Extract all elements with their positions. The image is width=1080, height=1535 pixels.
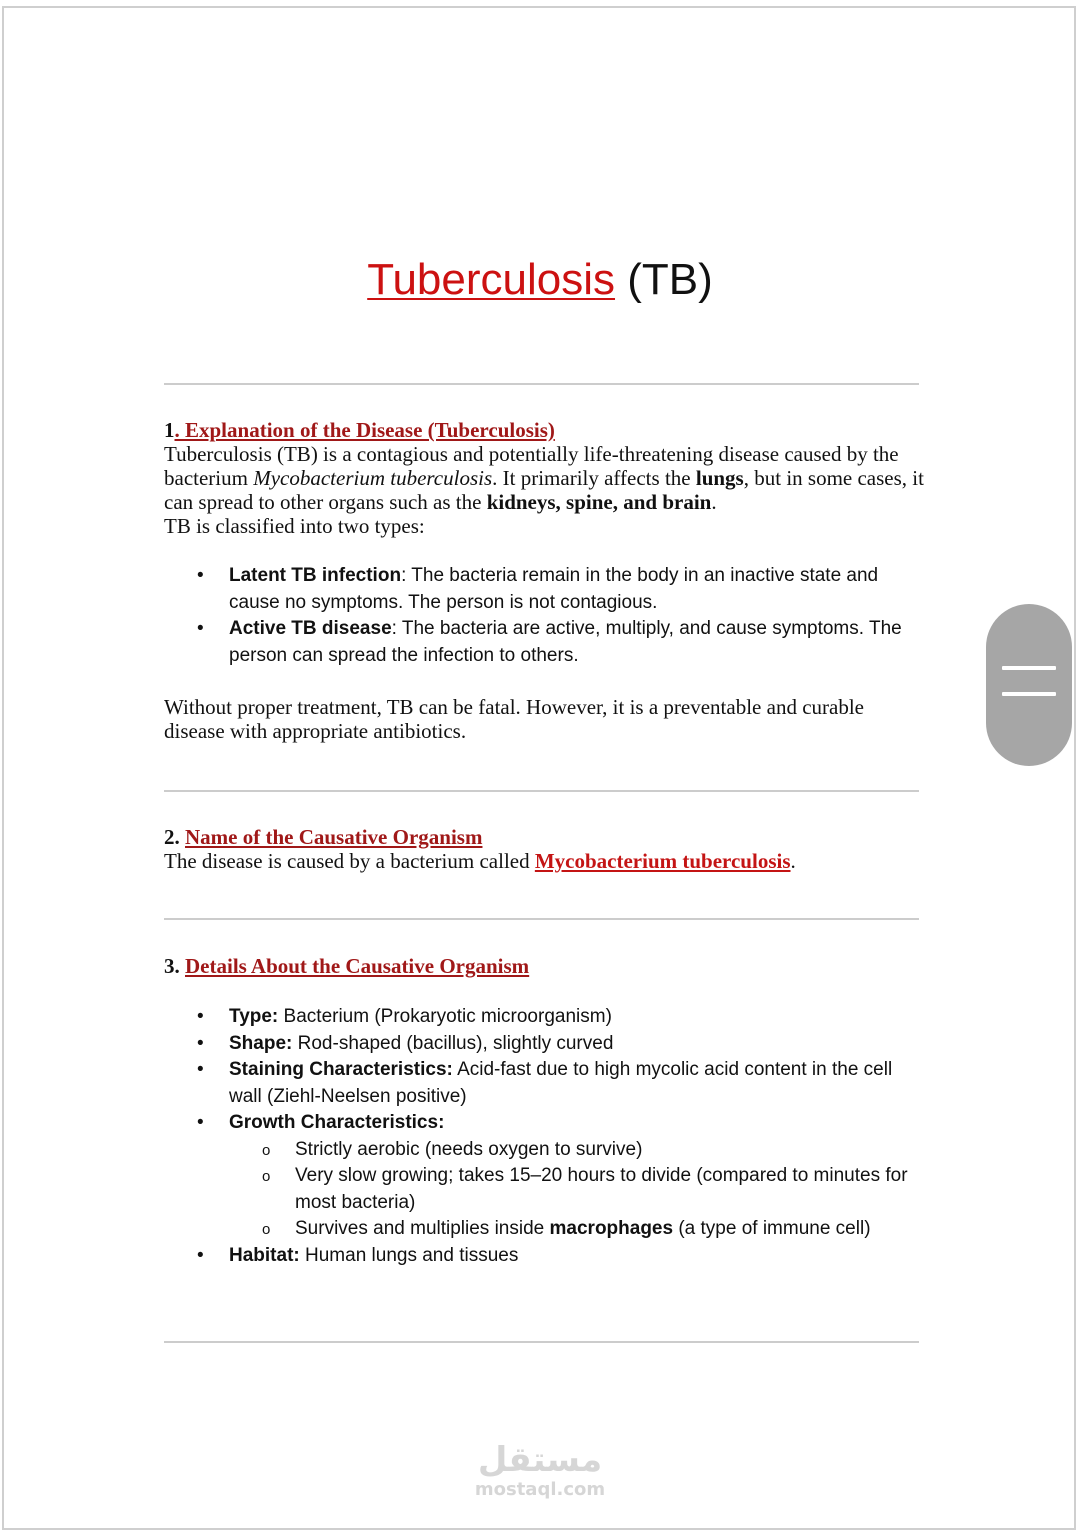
growth-3-text-a: Survives and multiplies inside — [295, 1218, 550, 1239]
staining-label: Staining Characteristics: — [229, 1059, 453, 1080]
section-3-heading-link[interactable]: Details About the Causative Organism — [185, 954, 530, 978]
section-2-heading — [164, 825, 924, 849]
section-1-heading — [164, 418, 924, 442]
organism-details-list — [164, 1004, 924, 1269]
p1-text-a: Tuberculosis (TB) is a contagious and potentially life-threatening disease caused by the bacterium — [164, 442, 899, 490]
watermark-arabic: مستقل — [477, 1440, 603, 1480]
scroll-handle-bar-icon — [1002, 692, 1056, 696]
latent-tb-text: : The bacteria remain in the body in an inactive state and cause no symptoms. The person is not contagious. — [229, 565, 879, 613]
list-item — [164, 616, 924, 669]
p1-text-c: , but in some cases, it can spread to other organs such as the — [164, 466, 924, 514]
title-main: Tuberculosis — [367, 255, 616, 304]
habitat-text: Human lungs and tissues — [299, 1244, 519, 1266]
latent-tb-label: Latent TB infection — [229, 565, 402, 586]
shape-label: Shape: — [229, 1032, 293, 1054]
p1-bold-lungs: lungs — [695, 466, 744, 490]
active-tb-text: : The bacteria are active, multiply, and cause symptoms. The person can spread the infection to others. — [229, 618, 902, 666]
divider-4 — [164, 1341, 919, 1343]
document-title — [0, 252, 1080, 308]
habitat-label: Habitat: — [229, 1244, 300, 1266]
p1-italic-organism: Mycobacterium tuberculosis — [253, 466, 493, 490]
section-3-heading — [164, 954, 924, 978]
section-1-paragraph-2: TB is classified into two types: — [164, 514, 425, 538]
growth-3-text-b: (a type of immune cell) — [673, 1218, 871, 1239]
p1-bold-organs: kidneys, spine, and brain — [486, 490, 712, 514]
growth-sublist — [229, 1137, 924, 1243]
section-2-number: 2. — [164, 825, 185, 849]
sub-list-item: o Very slow growing; takes 15–20 hours to divide (compared to minutes for most bacteria) — [229, 1163, 924, 1216]
list-item — [164, 1110, 924, 1243]
tb-types-list — [164, 563, 924, 669]
page-frame — [2, 6, 1076, 1530]
p1-text-d: . — [711, 490, 717, 514]
active-tb-label: Active TB disease — [229, 618, 392, 639]
list-item — [164, 1031, 924, 1058]
list-item — [164, 1243, 924, 1270]
section-1-number: 1 — [164, 418, 175, 442]
organism-link[interactable]: Mycobacterium tuberculosis — [534, 849, 791, 873]
sub-list-item — [229, 1216, 924, 1243]
watermark-latin: mostaql.com — [474, 1479, 606, 1500]
list-item — [164, 563, 924, 616]
section-1-heading-link[interactable]: . Explanation of the Disease (Tuberculosis) — [174, 418, 555, 442]
type-text: Bacterium (Prokaryotic microorganism) — [278, 1006, 612, 1027]
divider-1 — [164, 383, 919, 385]
section-2 — [164, 825, 924, 873]
scroll-handle[interactable] — [986, 604, 1072, 766]
section-2-end: . — [790, 849, 796, 873]
title-suffix: (TB) — [615, 255, 713, 304]
type-label: Type: — [229, 1006, 279, 1027]
list-item — [164, 1057, 924, 1110]
section-2-heading-link[interactable]: Name of the Causative Organism — [185, 825, 483, 849]
scroll-handle-bar-icon — [1002, 666, 1056, 670]
macrophages-bold: macrophages — [549, 1218, 674, 1239]
staining-text: Acid-fast due to high mycolic acid content in the cell wall (Ziehl-Neelsen positive) — [229, 1059, 893, 1107]
section-1 — [164, 418, 924, 538]
divider-2 — [164, 790, 919, 792]
section-1-paragraph-3: Without proper treatment, TB can be fatal. However, it is a preventable and curable disease with appropriate antibiotics. — [164, 695, 864, 743]
sub-list-item: o Strictly aerobic (needs oxygen to survive) — [229, 1137, 924, 1164]
section-1-paragraph-1 — [164, 442, 924, 514]
section-2-sentence: The disease is caused by a bacterium called — [164, 849, 535, 873]
divider-3 — [164, 918, 919, 920]
list-item — [164, 1004, 924, 1031]
section-2-text — [164, 849, 924, 873]
watermark-logo — [440, 1440, 640, 1500]
section-3-number: 3. — [164, 954, 185, 978]
section-3 — [164, 954, 924, 978]
p1-text-b: . It primarily affects the — [492, 466, 696, 490]
growth-label: Growth Characteristics: — [229, 1112, 445, 1133]
shape-text: Rod-shaped (bacillus), slightly curved — [292, 1032, 614, 1054]
